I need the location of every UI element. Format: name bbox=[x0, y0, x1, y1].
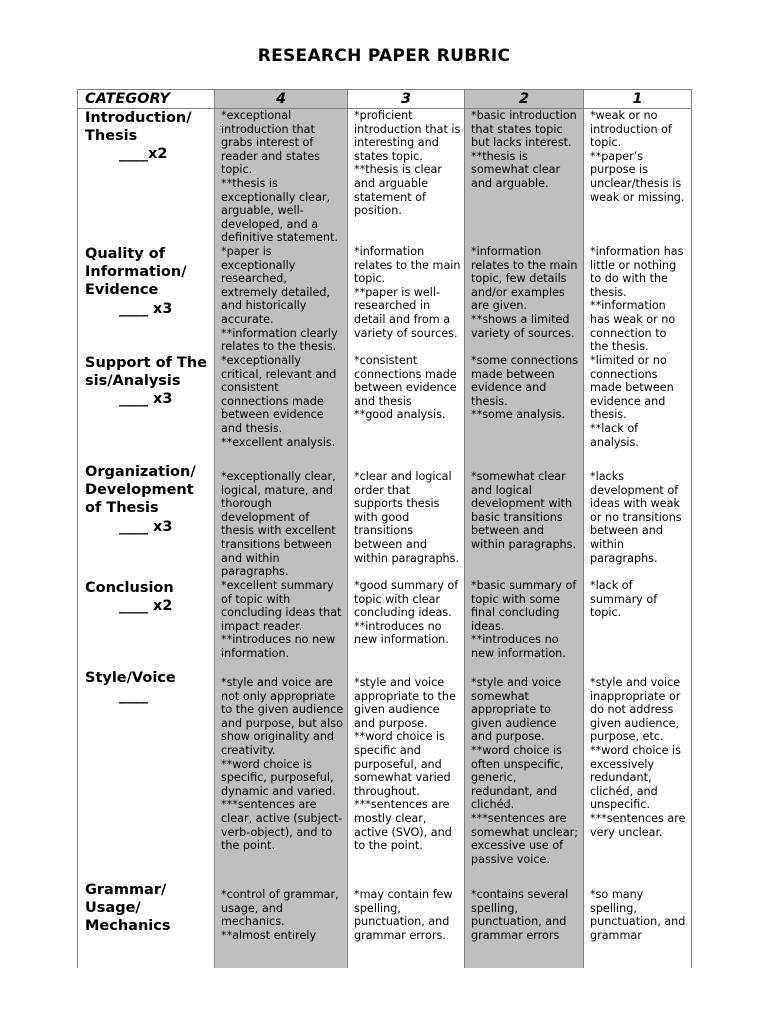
category-cell bbox=[78, 354, 215, 463]
score-1-cell: *lacks development of ideas with weak or no transitions between and within paragraphs. bbox=[584, 463, 692, 579]
header-score-4: 4 bbox=[215, 90, 348, 109]
category-cell bbox=[78, 109, 215, 246]
score-1-cell: *lack of summary of topic. bbox=[584, 579, 692, 669]
category-cell bbox=[78, 463, 215, 579]
rubric-table-container bbox=[77, 89, 691, 942]
header-category: CATEGORY bbox=[78, 90, 215, 109]
score-3-cell: *proficient introduction that is interesting and states topic. **thesis is clear and arguable statement of position. bbox=[348, 109, 465, 246]
header-row bbox=[78, 90, 692, 109]
score-1-cell: *so many spelling, punctuation, and grammar bbox=[584, 881, 692, 968]
score-3-cell: *may contain few spelling, punctuation, and grammar errors. bbox=[348, 881, 465, 968]
category-multiplier: ____ x2 bbox=[119, 598, 173, 615]
table-row bbox=[78, 463, 692, 579]
category-name: Support of Thesis/Analysis bbox=[85, 355, 207, 390]
score-1-cell: *style and voice inappropriate or do not address given audience, purpose, etc. **word choice is excessively redundant, clichéd, and unspecific. ***sentences are very unclear. bbox=[584, 669, 692, 881]
category-cell bbox=[78, 669, 215, 881]
header-score-2: 2 bbox=[465, 90, 584, 109]
table-row bbox=[78, 669, 692, 881]
score-1-cell: *limited or no connections made between evidence and thesis. **lack of analysis. bbox=[584, 354, 692, 463]
score-2-cell: *some connections made between evidence and thesis. **some analysis. bbox=[465, 354, 584, 463]
score-3-cell: *style and voice appropriate to the given audience and purpose. **word choice is specific and purposeful, and somewhat varied throughout. ***sentences are mostly clear, active (SVO), and to the point. bbox=[348, 669, 465, 881]
score-4-cell: *excellent summary of topic with concluding ideas that impact reader. **introduces no new information. bbox=[215, 579, 348, 669]
page-title: RESEARCH PAPER RUBRIC bbox=[257, 46, 511, 66]
score-2-cell: *style and voice somewhat appropriate to given audience and purpose. **word choice is often unspecific, generic, redundant, and clichéd. ***sentences are somewhat unclear; excessive use of passive voice. bbox=[465, 669, 584, 881]
table-row bbox=[78, 109, 692, 246]
score-4-cell: *exceptionally critical, relevant and consistent connections made between evidence and thesis. **excellent analysis. bbox=[215, 354, 348, 463]
score-2-cell: *information relates to the main topic, few details and/or examples are given. **shows a limited variety of sources. bbox=[465, 245, 584, 354]
score-2-cell: *basic introduction that states topic but lacks interest. **thesis is somewhat clear and arguable. bbox=[465, 109, 584, 246]
score-3-cell: *good summary of topic with clear concluding ideas. **introduces no new information. bbox=[348, 579, 465, 669]
category-cell bbox=[78, 579, 215, 669]
category-name: Quality of Information/ Evidence bbox=[85, 246, 187, 299]
score-1-cell: *information has little or nothing to do with the thesis. **information has weak or no connection to the thesis. bbox=[584, 245, 692, 354]
score-3-cell: *information relates to the main topic. **paper is well-researched in detail and from a variety of sources. bbox=[348, 245, 465, 354]
category-name: Grammar/ Usage/ Mechanics bbox=[85, 882, 171, 935]
score-3-cell: *clear and logical order that supports thesis with good transitions between and within paragraphs. bbox=[348, 463, 465, 579]
score-4-cell: *style and voice are not only appropriate to the given audience and purpose, but also show originality and creativity. **word choice is specific, purposeful, dynamic and varied. ***sentences are clear, active (subject-verb-object), and to the point. bbox=[215, 669, 348, 881]
category-multiplier: ____x2 bbox=[119, 146, 168, 163]
score-3-cell: *consistent connections made between evidence and thesis **good analysis. bbox=[348, 354, 465, 463]
table-row bbox=[78, 881, 692, 968]
table-row bbox=[78, 245, 692, 354]
score-2-cell: *basic summary of topic with some final concluding ideas. **introduces no new information. bbox=[465, 579, 584, 669]
table-row bbox=[78, 579, 692, 669]
score-4-cell: *exceptionally clear, logical, mature, and thorough development of thesis with excellent transitions between and within paragraphs. bbox=[215, 463, 348, 579]
score-2-cell: *contains several spelling, punctuation, and grammar errors bbox=[465, 881, 584, 968]
category-cell bbox=[78, 881, 215, 968]
header-score-1: 1 bbox=[584, 90, 692, 109]
table-row bbox=[78, 354, 692, 463]
header-score-3: 3 bbox=[348, 90, 465, 109]
score-1-cell: *weak or no introduction of topic. **paper’s purpose is unclear/thesis is weak or missing. bbox=[584, 109, 692, 246]
score-4-cell: *exceptional introduction that grabs interest of reader and states topic. **thesis is exceptionally clear, arguable, well-developed, and a definitive statement. bbox=[215, 109, 348, 246]
category-name: Organization/ Development of Thesis bbox=[85, 464, 196, 517]
category-multiplier: ____ x3 bbox=[119, 518, 173, 535]
category-name: Conclusion bbox=[85, 580, 174, 596]
score-2-cell: *somewhat clear and logical development with basic transitions between and within paragraphs. bbox=[465, 463, 584, 579]
category-multiplier: ____ x3 bbox=[119, 300, 173, 317]
rubric-table bbox=[77, 89, 692, 968]
category-multiplier: ____ x3 bbox=[119, 391, 173, 408]
score-4-cell: *control of grammar, usage, and mechanics. **almost entirely bbox=[215, 881, 348, 968]
category-cell bbox=[78, 245, 215, 354]
score-4-cell: *paper is exceptionally researched, extremely detailed, and historically accurate. **information clearly relates to the thesis. bbox=[215, 245, 348, 354]
category-multiplier: ____ bbox=[119, 688, 148, 705]
category-name: Style/Voice bbox=[85, 670, 176, 686]
category-name: Introduction/ Thesis bbox=[85, 110, 192, 145]
